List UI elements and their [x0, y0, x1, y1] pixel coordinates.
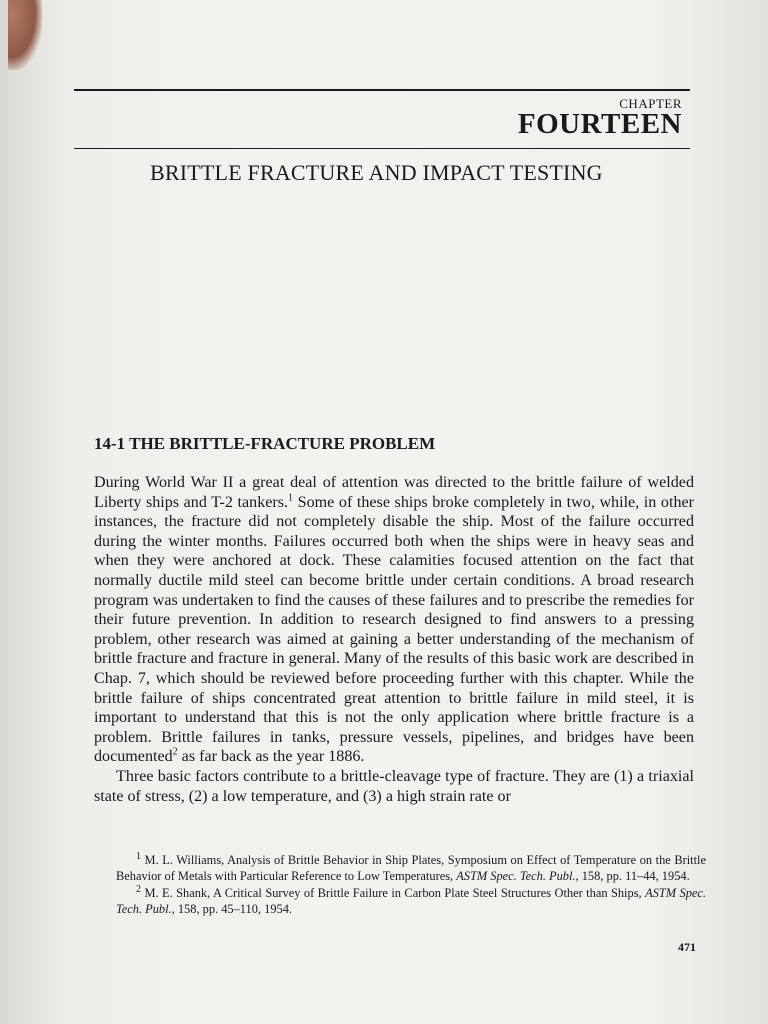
chapter-number: FOURTEEN	[517, 108, 682, 140]
footnote-2-pages: , 158, pp. 45–110, 1954.	[171, 902, 293, 917]
footnote-1-publication: ASTM Spec. Tech. Publ.	[456, 869, 576, 884]
body-text	[94, 473, 694, 806]
footnote-ref-1: 1	[288, 492, 294, 504]
paragraph-2-text: Three basic factors contribute to a brittle-cleavage type of fracture. They are (1) a triaxial state of stress, (2) a low temperature, and (3) a high strain rate or	[94, 767, 694, 805]
paragraph-1	[94, 473, 694, 767]
thumb-shadow	[8, 0, 42, 70]
footnote-1	[116, 852, 706, 885]
footnote-2	[116, 885, 706, 918]
paragraph-1-part-2: Some of these ships broke completely in two, while, in other instances, the fracture did not completely disable the ship. Most of the failure occurred during the winter months. Failures occurred both when the ships were in heavy seas and when they were anchored at dock. These calamities focused attention on the fact that normally ductile mild steel can become brittle under certain conditions. A broad research program was undertaken to find the causes of these failures and to prescribe the remedies for their future prevention. In addition to research designed to find answers to a pressing problem, other research was aimed at gaining a better understanding of the mechanism of brittle fracture and fracture in general. Many of the results of this basic work are described in Chap. 7, which should be reviewed before proceeding further with this chapter. While the brittle failure of ships concentrated great attention to brittle failure in mild steel, it is important to understand that this is not the only application where brittle fracture is a problem. Brittle failures in tanks, pressure vessels, pipelines, and bridges have been documented	[94, 493, 694, 766]
paragraph-1-part-3: as far back as the year 1886.	[177, 748, 365, 766]
footnote-2-publication: ASTM Spec. Tech. Publ.	[116, 885, 706, 917]
chapter-label: CHAPTER	[619, 96, 682, 111]
chapter-title: BRITTLE FRACTURE AND IMPACT TESTING	[150, 160, 603, 185]
footnote-2-mark: 2	[136, 883, 141, 895]
paragraph-1-part-1: During World War II a great deal of attention was directed to the brittle failure of welded Liberty ships and T-2 tankers.	[94, 474, 694, 511]
book-page	[8, 0, 768, 1024]
footnote-1-pages: , 158, pp. 11–44, 1954.	[575, 869, 690, 884]
footnote-1-mark: 1	[136, 850, 141, 862]
section-heading: 14-1 THE BRITTLE-FRACTURE PROBLEM	[94, 434, 436, 453]
paragraph-2	[94, 767, 694, 806]
chapter-title-rule	[74, 148, 690, 149]
footnotes	[116, 852, 706, 918]
page-number: 471	[678, 940, 696, 954]
footnote-1-text: M. L. Williams, Analysis of Brittle Behavior in Ship Plates, Symposium on Effect of Temperature on the Brittle Behavior of Metals with Particular Reference to Low Temperatures,	[116, 853, 706, 884]
footnote-2-text: M. E. Shank, A Critical Survey of Brittle Failure in Carbon Plate Steel Structures Other than Ships,	[141, 885, 646, 900]
footnote-ref-2: 2	[172, 746, 178, 758]
chapter-top-rule	[74, 89, 690, 91]
